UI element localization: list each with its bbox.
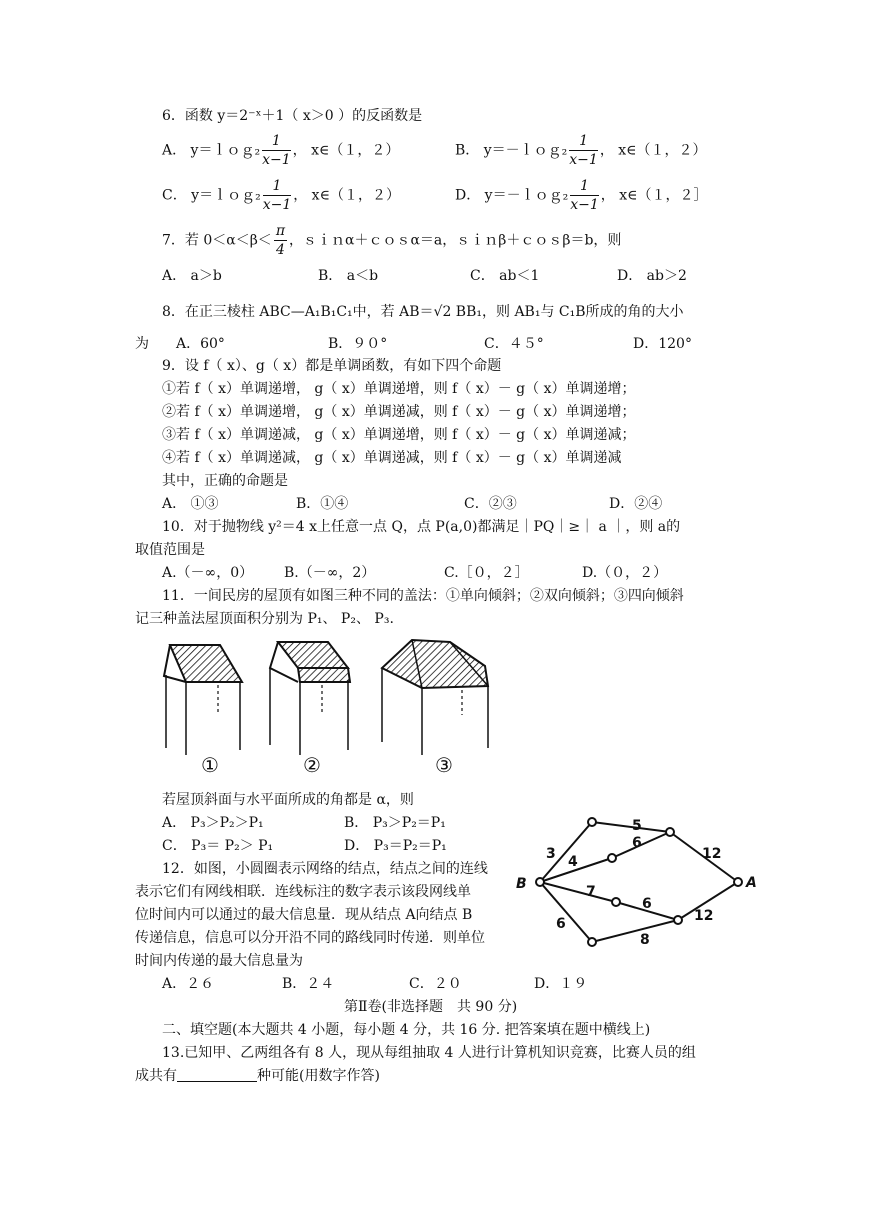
- q12-option-d: D．１９: [534, 976, 588, 992]
- q10-option-d: D.（０，２）: [582, 565, 668, 581]
- denominator: x−1: [570, 197, 599, 213]
- q12-option-b: B．２４: [282, 976, 335, 992]
- q10-option-c: C.［０，２］: [444, 565, 529, 581]
- q6-option-a: [162, 132, 399, 169]
- q10-option-b: B.（－∞，2）: [284, 565, 376, 581]
- q6-option-c: [162, 177, 400, 214]
- q13-pre: 成共有: [135, 1068, 177, 1084]
- q6-d-pre: D． y＝－ｌｏｇ₂: [455, 187, 569, 204]
- q7-option-a: A． a＞b: [162, 268, 222, 284]
- denominator: x−1: [262, 152, 291, 168]
- q12-option-a: A．２６: [162, 976, 215, 992]
- q8-option-a: A．60°: [176, 336, 225, 352]
- q8-stem: 8．在正三棱柱 ABC—A₁B₁C₁中，若 AB＝√2 BB₁，则 AB₁与 C₁B所成的角的大小: [162, 304, 684, 320]
- edge: [592, 920, 678, 942]
- q9-tail: 其中，正确的命题是: [162, 473, 288, 489]
- q12-line4: 传递信息，信息可以分开沿不同的路线同时传递．则单位: [135, 930, 485, 946]
- edge: [592, 822, 670, 832]
- weight-label: 5: [632, 818, 642, 834]
- node: [588, 818, 596, 826]
- denominator: x−1: [569, 152, 598, 168]
- q12-line1: 12．如图，小圆圈表示网络的结点，结点之间的连线: [162, 861, 488, 877]
- numerator: 1: [570, 177, 599, 196]
- q9-prop-2: ②若 f（ x）单调递增， g（ x）单调递减，则 f（ x）－ g（ x）单调递增；: [162, 404, 636, 420]
- edge: [540, 882, 616, 902]
- q10-stem: 10．对于抛物线 y²＝4 x上任意一点 Q，点 P(a,0)都满足｜PQ｜≥｜ a ｜，则 a的: [162, 519, 681, 535]
- q12-line3: 位时间内可以通过的最大信息量．现从结点 A向结点 B: [135, 907, 473, 923]
- node-b-label: B: [516, 876, 527, 892]
- q7-stem-pre: 7．若 0＜α＜β＜: [162, 232, 272, 249]
- denominator: x−1: [262, 197, 292, 213]
- q6-c-pre: C． y＝ｌｏｇ₂: [162, 187, 261, 204]
- weight-label: 6: [556, 916, 566, 932]
- q6-option-d: [455, 177, 707, 214]
- q11-option-d: D． P₃＝P₂＝P₁: [344, 838, 447, 854]
- roof-single-slope: [164, 645, 242, 755]
- q11-after: 若屋顶斜面与水平面所成的角都是 α，则: [162, 792, 414, 808]
- node: [666, 828, 674, 836]
- roof-label-2: ②: [303, 753, 321, 777]
- weight-label: 12: [702, 846, 722, 862]
- q11-option-c: C． P₃＝ P₂＞ P₁: [162, 838, 274, 854]
- q7-stem-post: ，ｓｉｎα＋ｃｏｓα＝a，ｓｉｎβ＋ｃｏｓβ＝b，则: [289, 232, 622, 249]
- q7-option-b: B． a＜b: [318, 268, 379, 284]
- node-a: [734, 878, 742, 886]
- q13-post: 种可能(用数字作答): [257, 1068, 380, 1084]
- q9-prop-3: ③若 f（ x）单调递减， g（ x）单调递增，则 f（ x）－ g（ x）单调递减；: [162, 427, 636, 443]
- node: [608, 854, 616, 862]
- answer-blank[interactable]: [177, 1081, 257, 1082]
- weight-label: 12: [694, 908, 714, 924]
- q11-option-b: B． P₃＞P₂＝P₁: [344, 815, 446, 831]
- q6-b-post: ， x∈（１，２）: [599, 142, 707, 159]
- q6-stem: 6．函数 y＝2⁻ˣ＋1（ x＞0 ）的反函数是: [162, 108, 423, 124]
- q10-line2: 取值范围是: [135, 542, 205, 558]
- edge: [540, 882, 592, 942]
- q11-line2: 记三种盖法屋顶面积分别为 P₁、 P₂、 P₃.: [135, 611, 394, 627]
- node: [674, 916, 682, 924]
- q6-c-post: ， x∈（１，２）: [293, 187, 400, 204]
- q9-stem: 9．设 f（ x）、g（ x）都是单调函数，有如下四个命题: [162, 358, 502, 374]
- q6-b-pre: B． y＝－ｌｏｇ₂: [455, 142, 568, 159]
- fraction: [569, 132, 598, 169]
- weight-label: 3: [546, 846, 556, 862]
- node-a-label: A: [746, 875, 757, 891]
- numerator: 1: [569, 132, 598, 151]
- q9-option-a: A． ①③: [162, 496, 219, 512]
- fraction: [262, 132, 291, 169]
- numerator: 1: [262, 132, 291, 151]
- network-graph: [510, 810, 760, 950]
- q7-option-d: D． ab＞2: [617, 268, 687, 284]
- q12-option-c: C．２０: [409, 976, 462, 992]
- q6-option-b: [455, 132, 707, 169]
- roof-label-1: ①: [201, 753, 219, 777]
- q7-stem: [162, 222, 621, 259]
- q11-stem: 11．一间民房的屋顶有如图三种不同的盖法：①单向倾斜；②双向倾斜；③四向倾斜: [162, 588, 684, 604]
- q9-prop-4: ④若 f（ x）单调递减， g（ x）单调递减，则 f（ x）－ g（ x）单调递减: [162, 450, 622, 466]
- q8-option-d: D．120°: [633, 336, 692, 352]
- numerator: π: [275, 223, 286, 239]
- node: [588, 938, 596, 946]
- part2-section: 二、填空题(本大题共 4 小题，每小题 4 分，共 16 分. 把答案填在题中横线上): [162, 1022, 651, 1038]
- q12-line5: 时间内传递的最大信息量为: [135, 953, 303, 969]
- q7-option-c: C． ab＜1: [470, 268, 540, 284]
- q10-option-a: A.（－∞，0）: [162, 565, 254, 581]
- q6-d-post: ， x∈（１，２］: [600, 187, 708, 204]
- denominator: 4: [275, 242, 285, 258]
- weight-label: 4: [568, 854, 578, 870]
- q9-option-b: B．①④: [296, 496, 349, 512]
- weight-label: 6: [642, 896, 652, 912]
- q6-a-post: ， x∈（１，２）: [292, 142, 400, 159]
- fraction: [274, 222, 287, 259]
- q9-option-c: C．②③: [464, 496, 517, 512]
- q9-option-d: D．②④: [609, 496, 663, 512]
- q8-line2: 为: [135, 336, 149, 352]
- part2-title: 第Ⅱ卷(非选择题 共 90 分): [344, 999, 518, 1015]
- weight-label: 7: [586, 884, 596, 900]
- q13-line1: 13.已知甲、乙两组各有 8 人，现从每组抽取 4 人进行计算机知识竞赛，比赛人员的组: [162, 1045, 696, 1061]
- weight-label: 8: [640, 932, 650, 948]
- q9-prop-1: ①若 f（ x）单调递增， g（ x）单调递增，则 f（ x）－ g（ x）单调递增；: [162, 381, 636, 397]
- q8-option-c: C．４５°: [484, 336, 544, 352]
- numerator: 1: [263, 177, 292, 196]
- roof-double-slope: [270, 642, 350, 755]
- q13-line2: [135, 1067, 380, 1085]
- q11-option-a: A． P₃＞P₂＞P₁: [162, 815, 264, 831]
- roof-label-3: ③: [435, 753, 453, 777]
- node: [612, 898, 620, 906]
- q12-line2: 表示它们有网线相联．连线标注的数字表示该段网线单: [135, 884, 471, 900]
- roof-four-slope: [382, 640, 488, 755]
- fraction: [570, 177, 599, 214]
- q6-a-pre: A． y＝ｌｏｇ₂: [162, 142, 261, 159]
- weight-label: 6: [632, 835, 642, 851]
- fraction: [263, 177, 292, 214]
- node-b: [536, 878, 544, 886]
- q8-option-b: B．９０°: [328, 336, 388, 352]
